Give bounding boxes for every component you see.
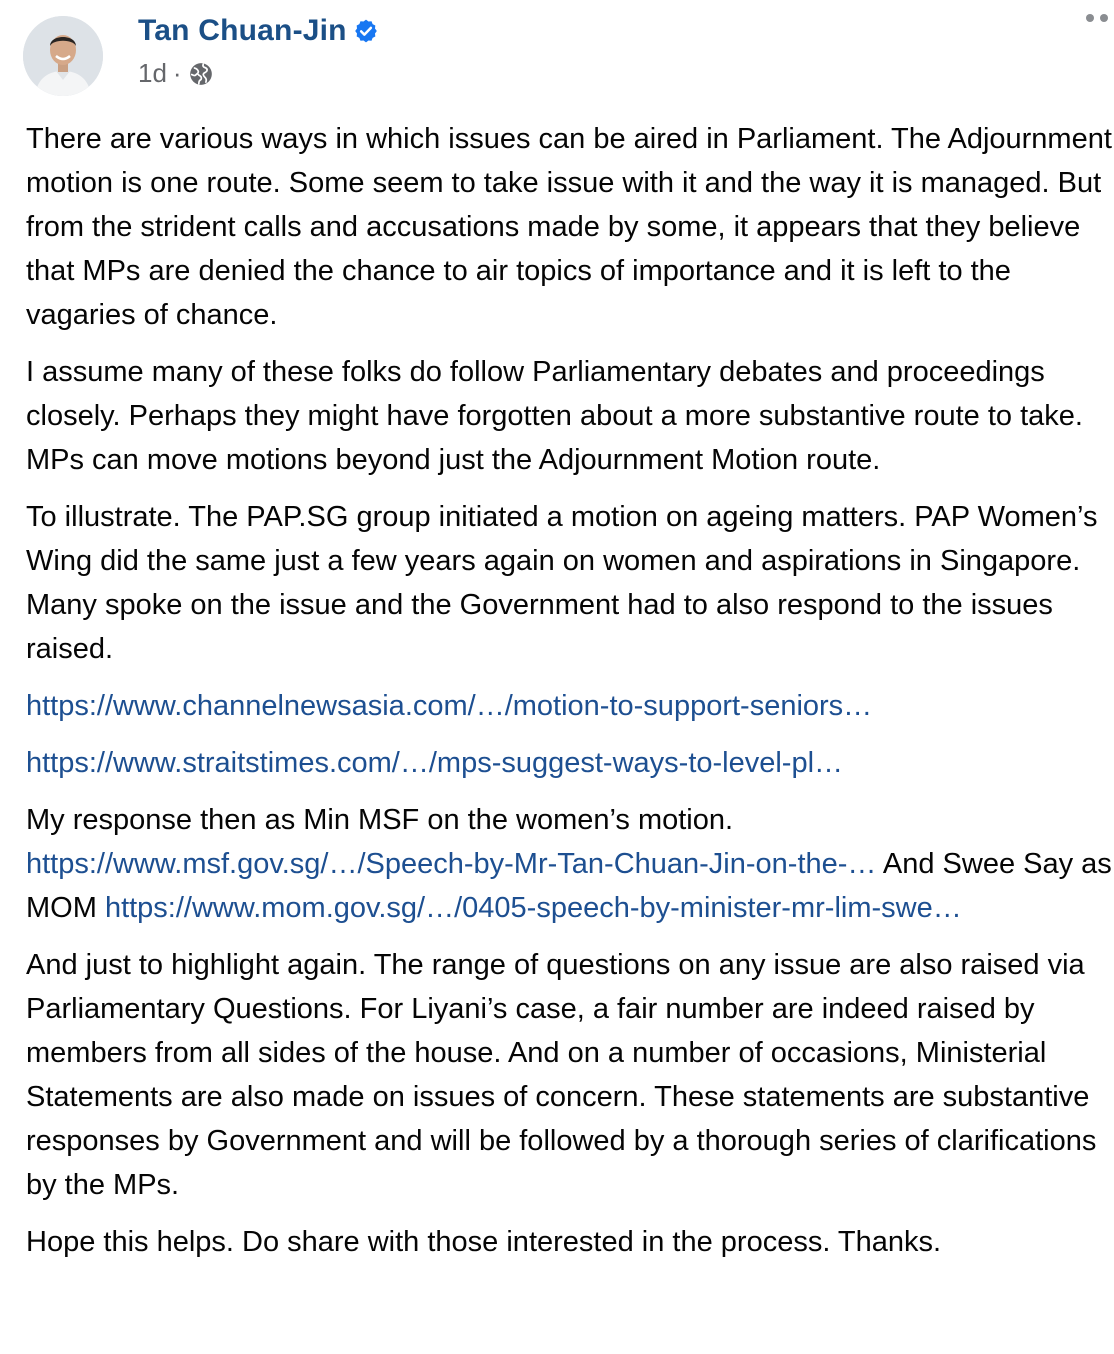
post-paragraph-8: Hope this helps. Do share with those interested in the process. Thanks. (26, 1226, 942, 1258)
link-msf[interactable]: https://www.msf.gov.sg/…/Speech-by-Mr-Tan-Chuan-Jin-on-the-… (26, 848, 877, 880)
post-timestamp[interactable]: 1d (138, 58, 167, 88)
link-straitstimes[interactable]: https://www.straitstimes.com/…/mps-suggest-ways-to-level-pl… (26, 747, 844, 779)
post-paragraph-4 (26, 684, 1114, 728)
paragraph-6-text-2: And Swee Say as MOM (26, 848, 1112, 924)
author-name[interactable]: Tan Chuan-Jin (138, 14, 347, 47)
link-channelnewsasia[interactable]: https://www.channelnewsasia.com/…/motion-to-support-seniors… (26, 690, 873, 722)
post-paragraph-5 (26, 741, 1114, 785)
link-mom[interactable]: https://www.mom.gov.sg/…/0405-speech-by-minister-mr-lim-swe… (104, 892, 962, 924)
verified-badge-icon (353, 18, 379, 44)
more-dot (1100, 14, 1108, 22)
avatar-photo (23, 16, 103, 96)
post-paragraph-6 (26, 798, 1114, 930)
more-options-icon[interactable] (1086, 14, 1108, 22)
post-paragraph-3: To illustrate. The PAP.SG group initiated a motion on ageing matters. PAP Women’s Wing did the same just a few years again on women and aspirations in Singapore. Many spoke on the issue and the Government had to also respond to the issues raised. (26, 501, 1098, 665)
post-meta (138, 58, 214, 89)
paragraph-6-text-1: My response then as Min MSF on the women’s motion. (26, 804, 734, 836)
author-avatar[interactable] (23, 16, 103, 96)
post-paragraph-2: I assume many of these folks do follow Parliamentary debates and proceedings closely. Perhaps they might have forgotten about a more substantive route to take. MPs can move motions beyond just the Adjournment Motion route. (26, 356, 1083, 476)
post-body (26, 117, 1114, 1277)
author-name-row (138, 14, 379, 48)
post-paragraph-1: There are various ways in which issues can be aired in Parliament. The Adjournment motion is one route. Some seem to take issue with it and the way it is managed. But from the strident calls and accusations made by some, it appears that they believe that MPs are denied the chance to air topics of importance and it is left to the vagaries of chance. (26, 123, 1112, 331)
more-dot (1086, 14, 1094, 22)
meta-separator: · (172, 58, 182, 88)
post-paragraph-7: And just to highlight again. The range of questions on any issue are also raised via Parliamentary Questions. For Liyani’s case, a fair number are indeed raised by members from all sides of the house. And on a number of occasions, Ministerial Statements are also made on issues of concern. These statements are substantive responses by Government and will be followed by a thorough series of clarifications by the MPs. (26, 949, 1097, 1201)
globe-icon[interactable] (188, 61, 214, 87)
post-header (0, 0, 1114, 110)
